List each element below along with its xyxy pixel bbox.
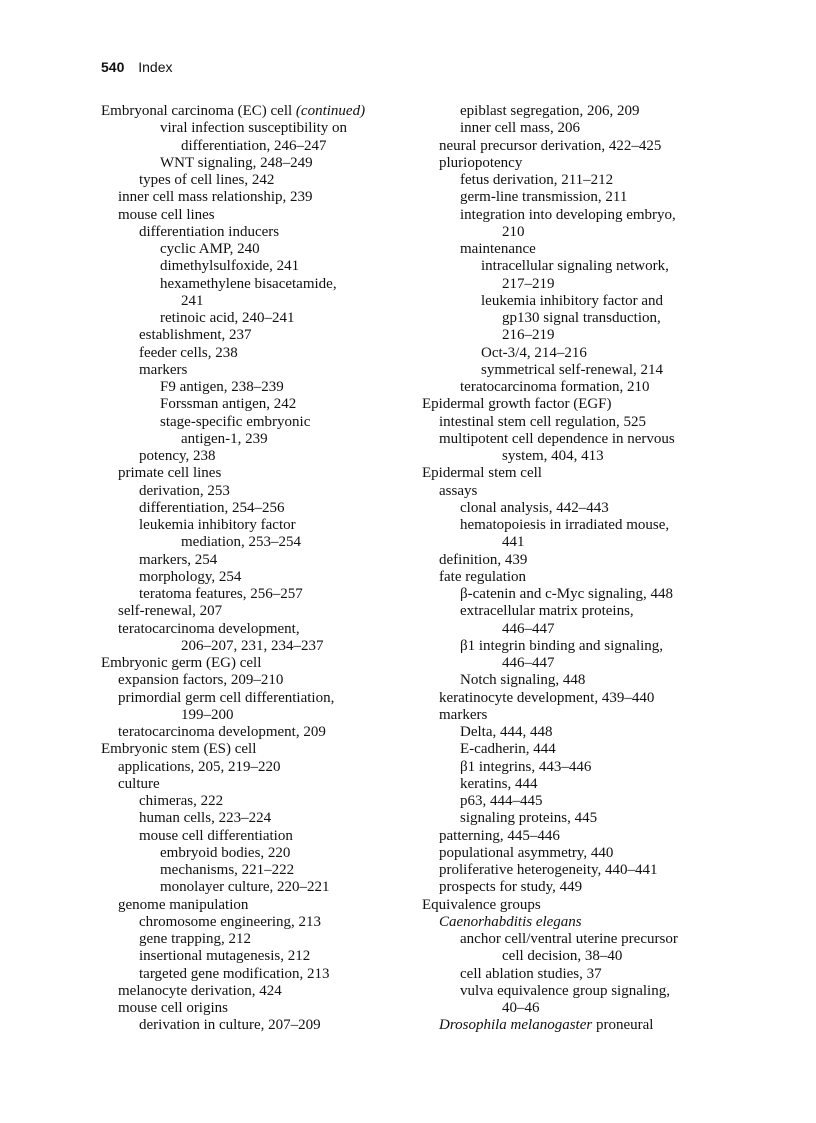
index-entry [101, 810, 401, 827]
index-entry-text: integration into developing embryo, [460, 206, 676, 223]
index-entry-text: Caenorhabditis elegans [439, 913, 582, 930]
index-entry [422, 672, 722, 689]
index-entry-text: Embryonic germ (EG) cell [101, 655, 262, 671]
index-entry-text: symmetrical self-renewal, 214 [481, 361, 664, 378]
index-entry-text: hexamethylene bisacetamide, [160, 275, 337, 292]
index-entry [101, 638, 401, 655]
index-entry-text: mouse cell origins [118, 1000, 228, 1016]
index-entry-text: hematopoiesis in irradiated mouse, [460, 517, 670, 533]
index-entry-text: markers, 254 [139, 551, 218, 568]
index-entry-text: intestinal stem cell regulation, 525 [439, 413, 647, 430]
index-column-left [101, 103, 401, 1035]
index-column-right [422, 103, 722, 1035]
index-entry [422, 655, 722, 672]
index-entry [101, 914, 401, 931]
index-entry [422, 310, 722, 327]
index-entry-text: viral infection susceptibility on [160, 120, 348, 137]
index-entry-text: expansion factors, 209–210 [118, 672, 284, 689]
index-entry [101, 172, 401, 189]
index-entry [101, 879, 401, 896]
index-entry-text: p63, 444–445 [460, 793, 543, 809]
index-entry [422, 603, 722, 620]
index-entry [422, 621, 722, 638]
index-entry [422, 586, 722, 603]
index-entry [101, 983, 401, 1000]
index-entry-text: potency, 238 [139, 448, 216, 464]
index-entry [422, 362, 722, 379]
index-entry [422, 293, 722, 310]
index-entry-text: Embryonal carcinoma (EC) cell [101, 103, 296, 119]
index-entry-text: 216–219 [502, 327, 555, 344]
index-entry [101, 189, 401, 206]
index-entry [101, 828, 401, 845]
index-entry [422, 828, 722, 845]
index-entry [422, 552, 722, 569]
index-entry [422, 638, 722, 655]
index-entry [422, 879, 722, 896]
index-entry-text: fate regulation [439, 568, 527, 585]
index-entry-text: Oct-3/4, 214–216 [481, 344, 587, 361]
index-entry-text: monolayer culture, 220–221 [160, 879, 330, 896]
index-entry-text: Drosophila melanogaster [439, 1017, 593, 1034]
index-entry-text: keratinocyte development, 439–440 [439, 689, 655, 706]
index-entry-text: fetus derivation, 211–212 [460, 172, 614, 188]
index-entry-text: intracellular signaling network, [481, 258, 669, 275]
index-entry-text: dimethylsulfoxide, 241 [160, 258, 300, 275]
index-entry [101, 500, 401, 517]
index-entry [101, 379, 401, 396]
index-entry-text: cyclic AMP, 240 [160, 241, 260, 257]
index-entry [422, 948, 722, 965]
index-entry-text: mouse cell differentiation [139, 827, 293, 844]
index-entry-text: leukemia inhibitory factor and [481, 292, 664, 309]
index-entry [101, 586, 401, 603]
index-entry-text: mechanisms, 221–222 [160, 862, 295, 878]
index-entry [101, 655, 401, 672]
index-entry-text: primate cell lines [118, 465, 222, 482]
index-entry [101, 224, 401, 241]
index-entry-text: anchor cell/ventral uterine precursor [460, 931, 678, 947]
index-entry [101, 966, 401, 983]
index-entry [422, 207, 722, 224]
index-entry [101, 690, 401, 707]
index-entry [101, 534, 401, 551]
index-entry-text: establishment, 237 [139, 327, 252, 344]
index-entry-text: genome manipulation [118, 896, 249, 913]
index-entry [422, 1000, 722, 1017]
index-entry [101, 1017, 401, 1034]
index-entry [422, 155, 722, 172]
index-entry [101, 741, 401, 758]
index-entry-text: populational asymmetry, 440 [439, 844, 614, 861]
index-entry [422, 759, 722, 776]
index-entry-text: morphology, 254 [139, 568, 242, 585]
index-entry [101, 120, 401, 137]
index-entry [422, 120, 722, 137]
index-entry-text: epiblast segregation, 206, 209 [460, 103, 640, 119]
index-entry [422, 500, 722, 517]
index-entry [422, 241, 722, 258]
index-entry-text: pluriopotency [439, 154, 523, 171]
index-entry-text: (continued) [295, 103, 366, 119]
index-entry [422, 276, 722, 293]
index-entry [101, 207, 401, 224]
index-entry [101, 1000, 401, 1017]
index-entry [101, 293, 401, 310]
index-entry [101, 258, 401, 275]
index-entry-text: germ-line transmission, 211 [460, 189, 628, 206]
index-entry-text: gene trapping, 212 [139, 931, 252, 947]
index-entry [101, 948, 401, 965]
page-header [101, 59, 173, 79]
index-entry-text: 206–207, 231, 234–237 [181, 637, 324, 654]
running-head: Index [138, 59, 173, 75]
index-entry-text: system, 404, 413 [502, 448, 604, 464]
index-entry-text: chimeras, 222 [139, 793, 224, 809]
index-entry [101, 862, 401, 879]
index-entry-text: differentiation, 246–247 [181, 137, 327, 154]
index-entry-text: WNT signaling, 248–249 [160, 154, 313, 171]
index-entry-text: F9 antigen, 238–239 [160, 379, 284, 395]
index-entry [422, 517, 722, 534]
index-entry-text: prospects for study, 449 [439, 879, 583, 896]
index-entry-text: neural precursor derivation, 422–425 [439, 137, 662, 154]
index-entry [101, 345, 401, 362]
index-entry [101, 327, 401, 344]
index-entry [101, 483, 401, 500]
index-entry-text: maintenance [460, 241, 536, 257]
index-entry-text: clonal analysis, 442–443 [460, 499, 609, 516]
index-entry-text: β-catenin and c-Myc signaling, 448 [460, 586, 673, 602]
index-entry [422, 914, 722, 931]
index-entry [422, 379, 722, 396]
page-number: 540 [101, 59, 125, 75]
index-entry [422, 966, 722, 983]
index-entry-text: Equivalence groups [422, 896, 541, 913]
index-entry-text: derivation, 253 [139, 482, 230, 499]
index-entry [422, 448, 722, 465]
index-entry-text: culture [118, 775, 160, 792]
index-entry-text: teratocarcinoma development, 209 [118, 724, 326, 740]
index-entry-text: feeder cells, 238 [139, 344, 238, 361]
index-entry-text: applications, 205, 219–220 [118, 758, 281, 775]
index-entry [101, 897, 401, 914]
index-entry-text: teratocarcinoma development, [118, 620, 300, 637]
index-entry [101, 759, 401, 776]
index-entry-text: E-cadherin, 444 [460, 741, 556, 758]
index-entry [101, 276, 401, 293]
index-entry-text: 446–447 [502, 655, 555, 671]
index-entry-text: melanocyte derivation, 424 [118, 982, 282, 999]
index-entry-text: mediation, 253–254 [181, 534, 301, 551]
index-entry-text: signaling proteins, 445 [460, 810, 598, 827]
index-entry-text: 241 [181, 292, 204, 309]
index-entry [422, 690, 722, 707]
index-entry [422, 345, 722, 362]
index-entry [422, 414, 722, 431]
index-entry [422, 897, 722, 914]
index-entry-text: 40–46 [502, 1000, 540, 1016]
index-entry [101, 845, 401, 862]
index-entry [101, 552, 401, 569]
index-entry [101, 465, 401, 482]
index-entry [422, 569, 722, 586]
index-entry-text: β1 integrin binding and signaling, [460, 637, 664, 654]
index-entry-text: Forssman antigen, 242 [160, 396, 297, 413]
index-entry-text: multipotent cell dependence in nervous [439, 430, 675, 447]
index-entry-text: definition, 439 [439, 551, 528, 568]
index-entry-text: primordial germ cell differentiation, [118, 689, 335, 706]
index-entry-text: differentiation, 254–256 [139, 499, 285, 516]
index-entry-text: types of cell lines, 242 [139, 172, 275, 188]
index-entry [101, 569, 401, 586]
index-entry [101, 707, 401, 724]
index-entry-text: vulva equivalence group signaling, [460, 982, 670, 999]
index-entry-text: markers [439, 706, 488, 723]
index-entry-text: Delta, 444, 448 [460, 724, 553, 740]
index-entry [101, 362, 401, 379]
index-entry [422, 724, 722, 741]
index-entry [422, 172, 722, 189]
index-entry-text: teratoma features, 256–257 [139, 586, 303, 602]
index-entry-text: embryoid bodies, 220 [160, 844, 291, 861]
index-entry [422, 793, 722, 810]
index-entry-text: differentiation inducers [139, 223, 280, 240]
index-entry [422, 862, 722, 879]
index-entry-text: cell decision, 38–40 [502, 948, 623, 965]
index-entry [101, 241, 401, 258]
index-entry-text: Epidermal growth factor (EGF) [422, 396, 612, 413]
index-entry-text: 217–219 [502, 275, 555, 292]
index-entry [101, 517, 401, 534]
index-entry-text: chromosome engineering, 213 [139, 913, 322, 930]
index-entry [101, 414, 401, 431]
index-entry-text: self-renewal, 207 [118, 603, 223, 620]
index-entry [101, 431, 401, 448]
index-entry-text: inner cell mass relationship, 239 [118, 189, 313, 206]
index-entry [101, 103, 401, 120]
index-entry [101, 793, 401, 810]
index-entry-text: patterning, 445–446 [439, 827, 560, 844]
index-entry-text: derivation in culture, 207–209 [139, 1017, 321, 1034]
index-entry [101, 310, 401, 327]
index-entry [422, 810, 722, 827]
index-entry [422, 431, 722, 448]
index-entry-text: β1 integrins, 443–446 [460, 758, 592, 775]
index-entry [422, 707, 722, 724]
index-entry [422, 224, 722, 241]
index-entry-text: 199–200 [181, 706, 234, 723]
index-entry-text: proliferative heterogeneity, 440–441 [439, 862, 658, 878]
index-entry-text: cell ablation studies, 37 [460, 965, 602, 982]
index-entry [422, 138, 722, 155]
index-entry [101, 155, 401, 172]
index-entry [422, 465, 722, 482]
index-entry-text: leukemia inhibitory factor [139, 517, 296, 533]
index-entry [101, 776, 401, 793]
index-entry-text: inner cell mass, 206 [460, 120, 580, 137]
index-entry [422, 189, 722, 206]
index-entry-text: insertional mutagenesis, 212 [139, 948, 311, 965]
index-entry [101, 448, 401, 465]
index-entry [101, 621, 401, 638]
index-entry [422, 931, 722, 948]
index-entry-text: extracellular matrix proteins, [460, 603, 634, 620]
index-entry [422, 483, 722, 500]
index-entry [101, 138, 401, 155]
index-entry [422, 258, 722, 275]
index-entry-text: teratocarcinoma formation, 210 [460, 379, 650, 395]
index-entry [101, 724, 401, 741]
index-entry-text: 446–447 [502, 620, 555, 637]
index-entry-text: 210 [502, 223, 525, 240]
index-entry-text: Embryonic stem (ES) cell [101, 741, 257, 758]
index-entry [422, 327, 722, 344]
index-entry-text: targeted gene modification, 213 [139, 965, 330, 982]
index-entry-text: markers [139, 361, 188, 378]
index-entry-text: gp130 signal transduction, [502, 310, 661, 326]
index-entry [422, 396, 722, 413]
index-entry-text: antigen-1, 239 [181, 430, 268, 447]
index-entry [422, 983, 722, 1000]
index-entry [422, 845, 722, 862]
index-entry-text: Epidermal stem cell [422, 465, 542, 482]
index-entry [422, 103, 722, 120]
index-entry-text: Notch signaling, 448 [460, 672, 586, 689]
index-entry-text: human cells, 223–224 [139, 810, 272, 827]
index-entry [422, 534, 722, 551]
index-entry [101, 396, 401, 413]
index-entry [101, 931, 401, 948]
index-entry [101, 672, 401, 689]
index-entry [422, 1017, 722, 1034]
index-entry-text: assays [439, 482, 478, 499]
index-entry [422, 776, 722, 793]
index-entry-text: mouse cell lines [118, 206, 215, 223]
index-entry-text: keratins, 444 [460, 775, 538, 792]
index-entry [101, 603, 401, 620]
index-entry-text: 441 [502, 534, 525, 551]
index-entry-text: stage-specific embryonic [160, 413, 311, 430]
index-entry-text: proneural [592, 1017, 654, 1034]
index-entry-text: retinoic acid, 240–241 [160, 310, 295, 326]
index-entry [422, 741, 722, 758]
